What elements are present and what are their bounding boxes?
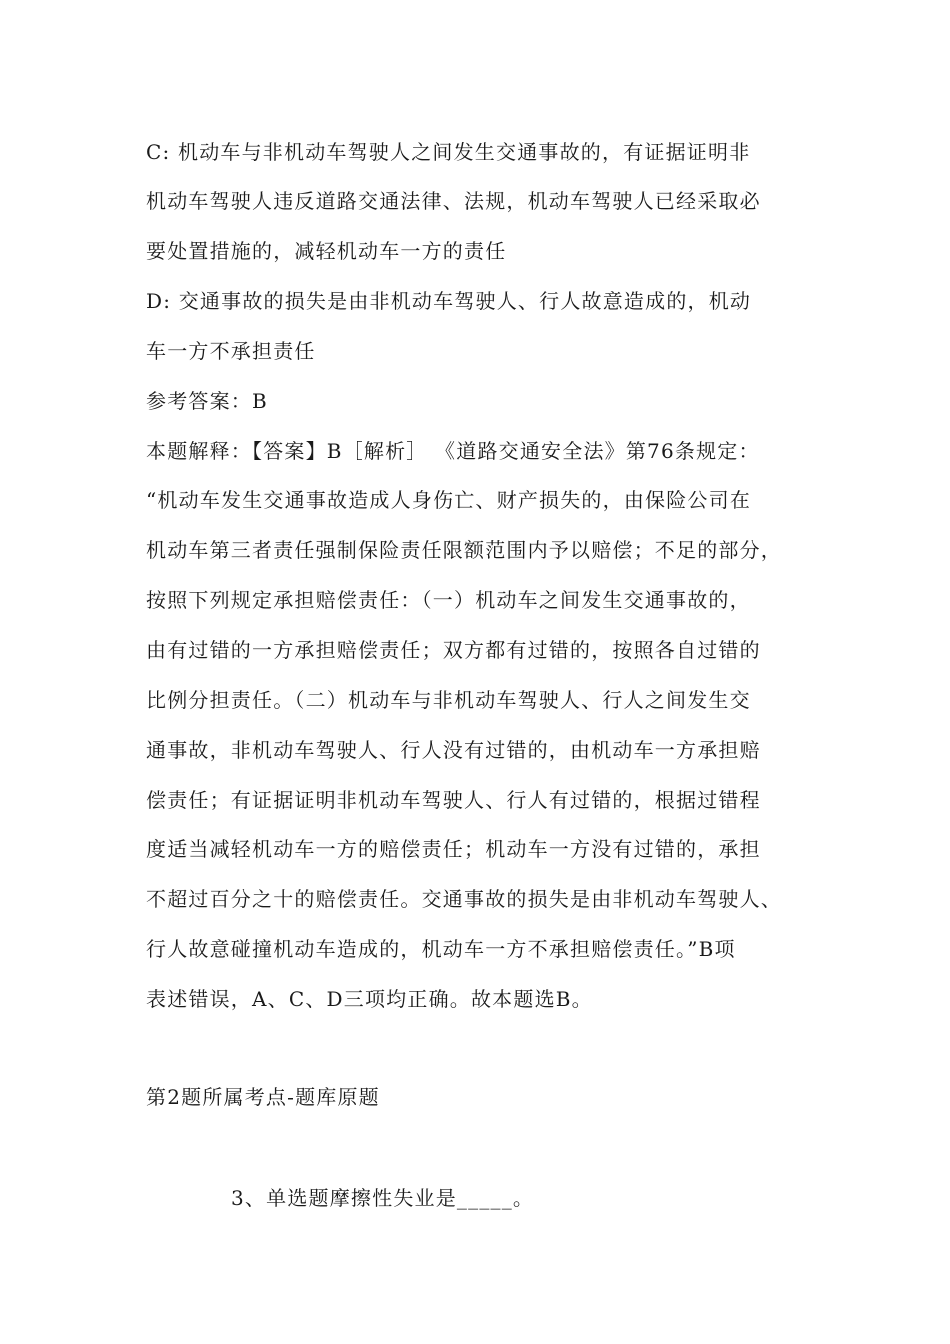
- explanation-line-1: 本题解释：【答案】B［解析］ 《道路交通安全法》第76条规定：: [146, 439, 760, 463]
- option-d-line-1: D: 交通事故的损失是由非机动车驾驶人、行人故意造成的，机动: [146, 289, 752, 313]
- explanation-line-8: 偿责任；有证据证明非机动车驾驶人、行人有过错的，根据过错程: [146, 788, 761, 812]
- explanation-line-3: 机动车第三者责任强制保险责任限额范围内予以赔偿；不足的部分，: [146, 538, 782, 562]
- option-c-line-3: 要处置措施的，减轻机动车一方的责任: [146, 239, 507, 263]
- explanation-line-11: 行人故意碰撞机动车造成的，机动车一方不承担赔偿责任。”B项: [146, 937, 736, 961]
- explanation-line-2: “机动车发生交通事故造成人身伤亡、财产损失的，由保险公司在: [146, 488, 752, 512]
- explanation-line-6: 比例分担责任。（二）机动车与非机动车驾驶人、行人之间发生交: [146, 688, 751, 712]
- reference-answer: 参考答案：B: [146, 389, 268, 413]
- option-d-line-2: 车一方不承担责任: [146, 339, 316, 363]
- topic-label: 第2题所属考点-题库原题: [146, 1085, 380, 1109]
- explanation-line-12: 表述错误，A、C、D三项均正确。故本题选B。: [146, 987, 593, 1011]
- explanation-line-5: 由有过错的一方承担赔偿责任；双方都有过错的，按照各自过错的: [146, 638, 761, 662]
- explanation-line-10: 不超过百分之十的赔偿责任。交通事故的损失是由非机动车驾驶人、: [146, 887, 782, 911]
- option-c-line-2: 机动车驾驶人违反道路交通法律、法规，机动车驾驶人已经采取必: [146, 189, 761, 213]
- option-c-line-1: C: 机动车与非机动车驾驶人之间发生交通事故的，有证据证明非: [146, 140, 751, 164]
- explanation-line-7: 通事故，非机动车驾驶人、行人没有过错的，由机动车一方承担赔: [146, 738, 761, 762]
- explanation-line-4: 按照下列规定承担赔偿责任：（一）机动车之间发生交通事故的，: [146, 588, 751, 612]
- explanation-line-9: 度适当减轻机动车一方的赔偿责任；机动车一方没有过错的，承担: [146, 837, 761, 861]
- question-3: 3、单选题摩擦性失业是_____。: [231, 1186, 535, 1210]
